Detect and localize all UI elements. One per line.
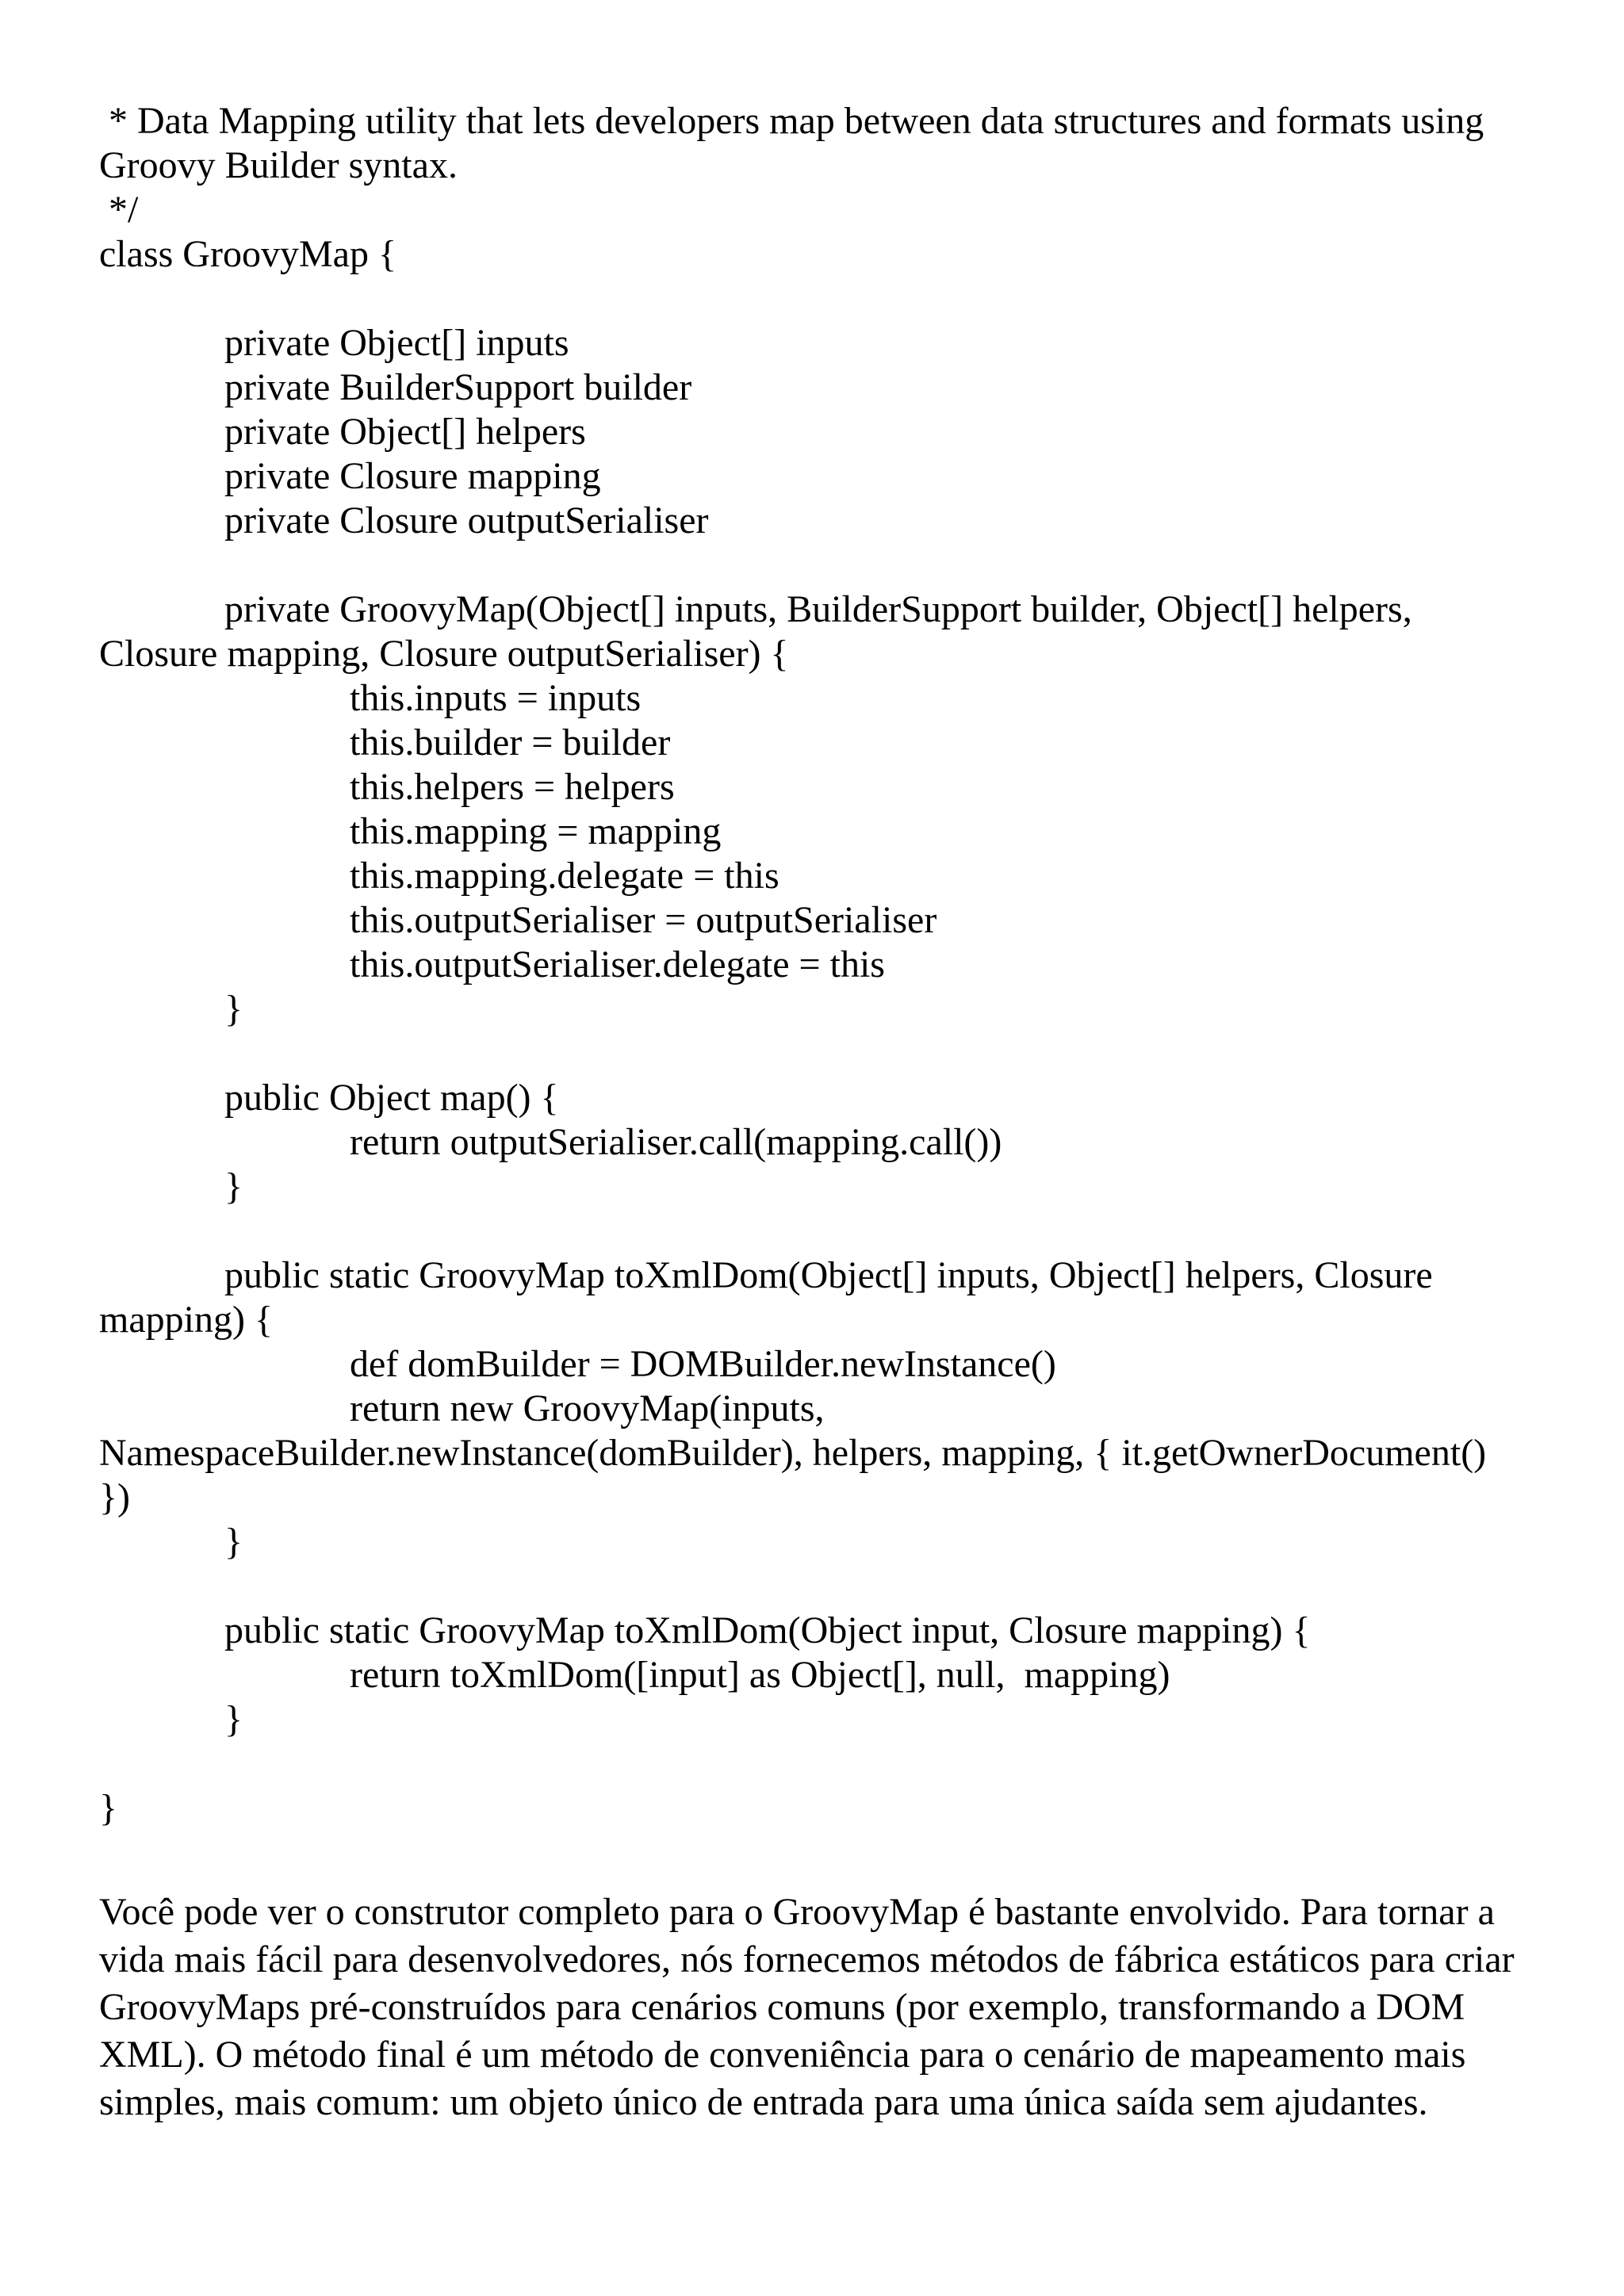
code-field: private BuilderSupport builder [224, 366, 692, 408]
code-toxmldom-close-brace: } [224, 1521, 243, 1563]
code-constructor-body-line: this.inputs = inputs [350, 677, 642, 719]
code-toxmldom-body-3: NamespaceBuilder.newInstance(domBuilder), helpers, mapping, { it.getOwnerDocument() [99, 1432, 1487, 1474]
code-comment-end: */ [99, 189, 139, 231]
paragraph-line: simples, mais comum: um objeto único de entrada para uma única saída sem ajudantes. [99, 2081, 1428, 2123]
code-field: private Object[] helpers [224, 411, 586, 453]
code-toxmldom-single-signature: public static GroovyMap toXmlDom(Object input, Closure mapping) { [224, 1609, 1311, 1651]
code-constructor-signature-1: private GroovyMap(Object[] inputs, BuilderSupport builder, Object[] helpers, [224, 588, 1412, 630]
code-comment-line-2: Groovy Builder syntax. [99, 144, 458, 186]
code-field: private Closure outputSerialiser [224, 499, 709, 541]
paragraph-line: XML). O método final é um método de conveniência para o cenário de mapeamento mais [99, 2034, 1466, 2076]
body-paragraph [99, 1888, 1526, 2126]
paragraph-line: GroovyMaps pré-construídos para cenários comuns (por exemplo, transformando a DOM [99, 1986, 1465, 2028]
code-class-declaration: class GroovyMap { [99, 233, 396, 275]
code-toxmldom-body-4: }) [99, 1476, 131, 1518]
code-constructor-body-line: this.mapping = mapping [350, 810, 722, 852]
code-toxmldom-body-2: return new GroovyMap(inputs, [350, 1387, 825, 1429]
code-constructor-body-line: this.helpers = helpers [350, 766, 675, 808]
code-map-close-brace: } [224, 1165, 243, 1207]
code-map-body: return outputSerialiser.call(mapping.call()) [350, 1121, 1002, 1163]
code-constructor-body-line: this.outputSerialiser.delegate = this [350, 943, 885, 985]
paragraph-line: Você pode ver o construtor completo para o GroovyMap é bastante envolvido. Para tornar a [99, 1891, 1495, 1933]
paragraph-line: vida mais fácil para desenvolvedores, nós fornecemos métodos de fábrica estáticos para criar [99, 1938, 1515, 1980]
code-comment-line-1: * Data Mapping utility that lets developers map between data structures and formats using [99, 100, 1484, 142]
code-class-close-brace: } [99, 1787, 118, 1829]
code-field: private Closure mapping [224, 455, 601, 497]
code-constructor-close-brace: } [224, 988, 243, 1030]
code-constructor-body-line: this.builder = builder [350, 721, 671, 763]
code-constructor-body-line: this.outputSerialiser = outputSerialiser [350, 899, 937, 941]
code-field: private Object[] inputs [224, 322, 569, 364]
code-constructor-signature-2: Closure mapping, Closure outputSerialiser) { [99, 633, 789, 675]
code-toxmldom-single-body: return toXmlDom([input] as Object[], null, mapping) [350, 1654, 1170, 1696]
code-toxmldom-signature-2: mapping) { [99, 1299, 273, 1341]
code-toxmldom-signature-1: public static GroovyMap toXmlDom(Object[] inputs, Object[] helpers, Closure [224, 1254, 1433, 1296]
code-toxmldom-body-1: def domBuilder = DOMBuilder.newInstance() [350, 1343, 1056, 1385]
code-constructor-body-line: this.mapping.delegate = this [350, 855, 779, 897]
code-map-signature: public Object map() { [224, 1077, 559, 1119]
code-toxmldom-single-close-brace: } [224, 1698, 243, 1740]
